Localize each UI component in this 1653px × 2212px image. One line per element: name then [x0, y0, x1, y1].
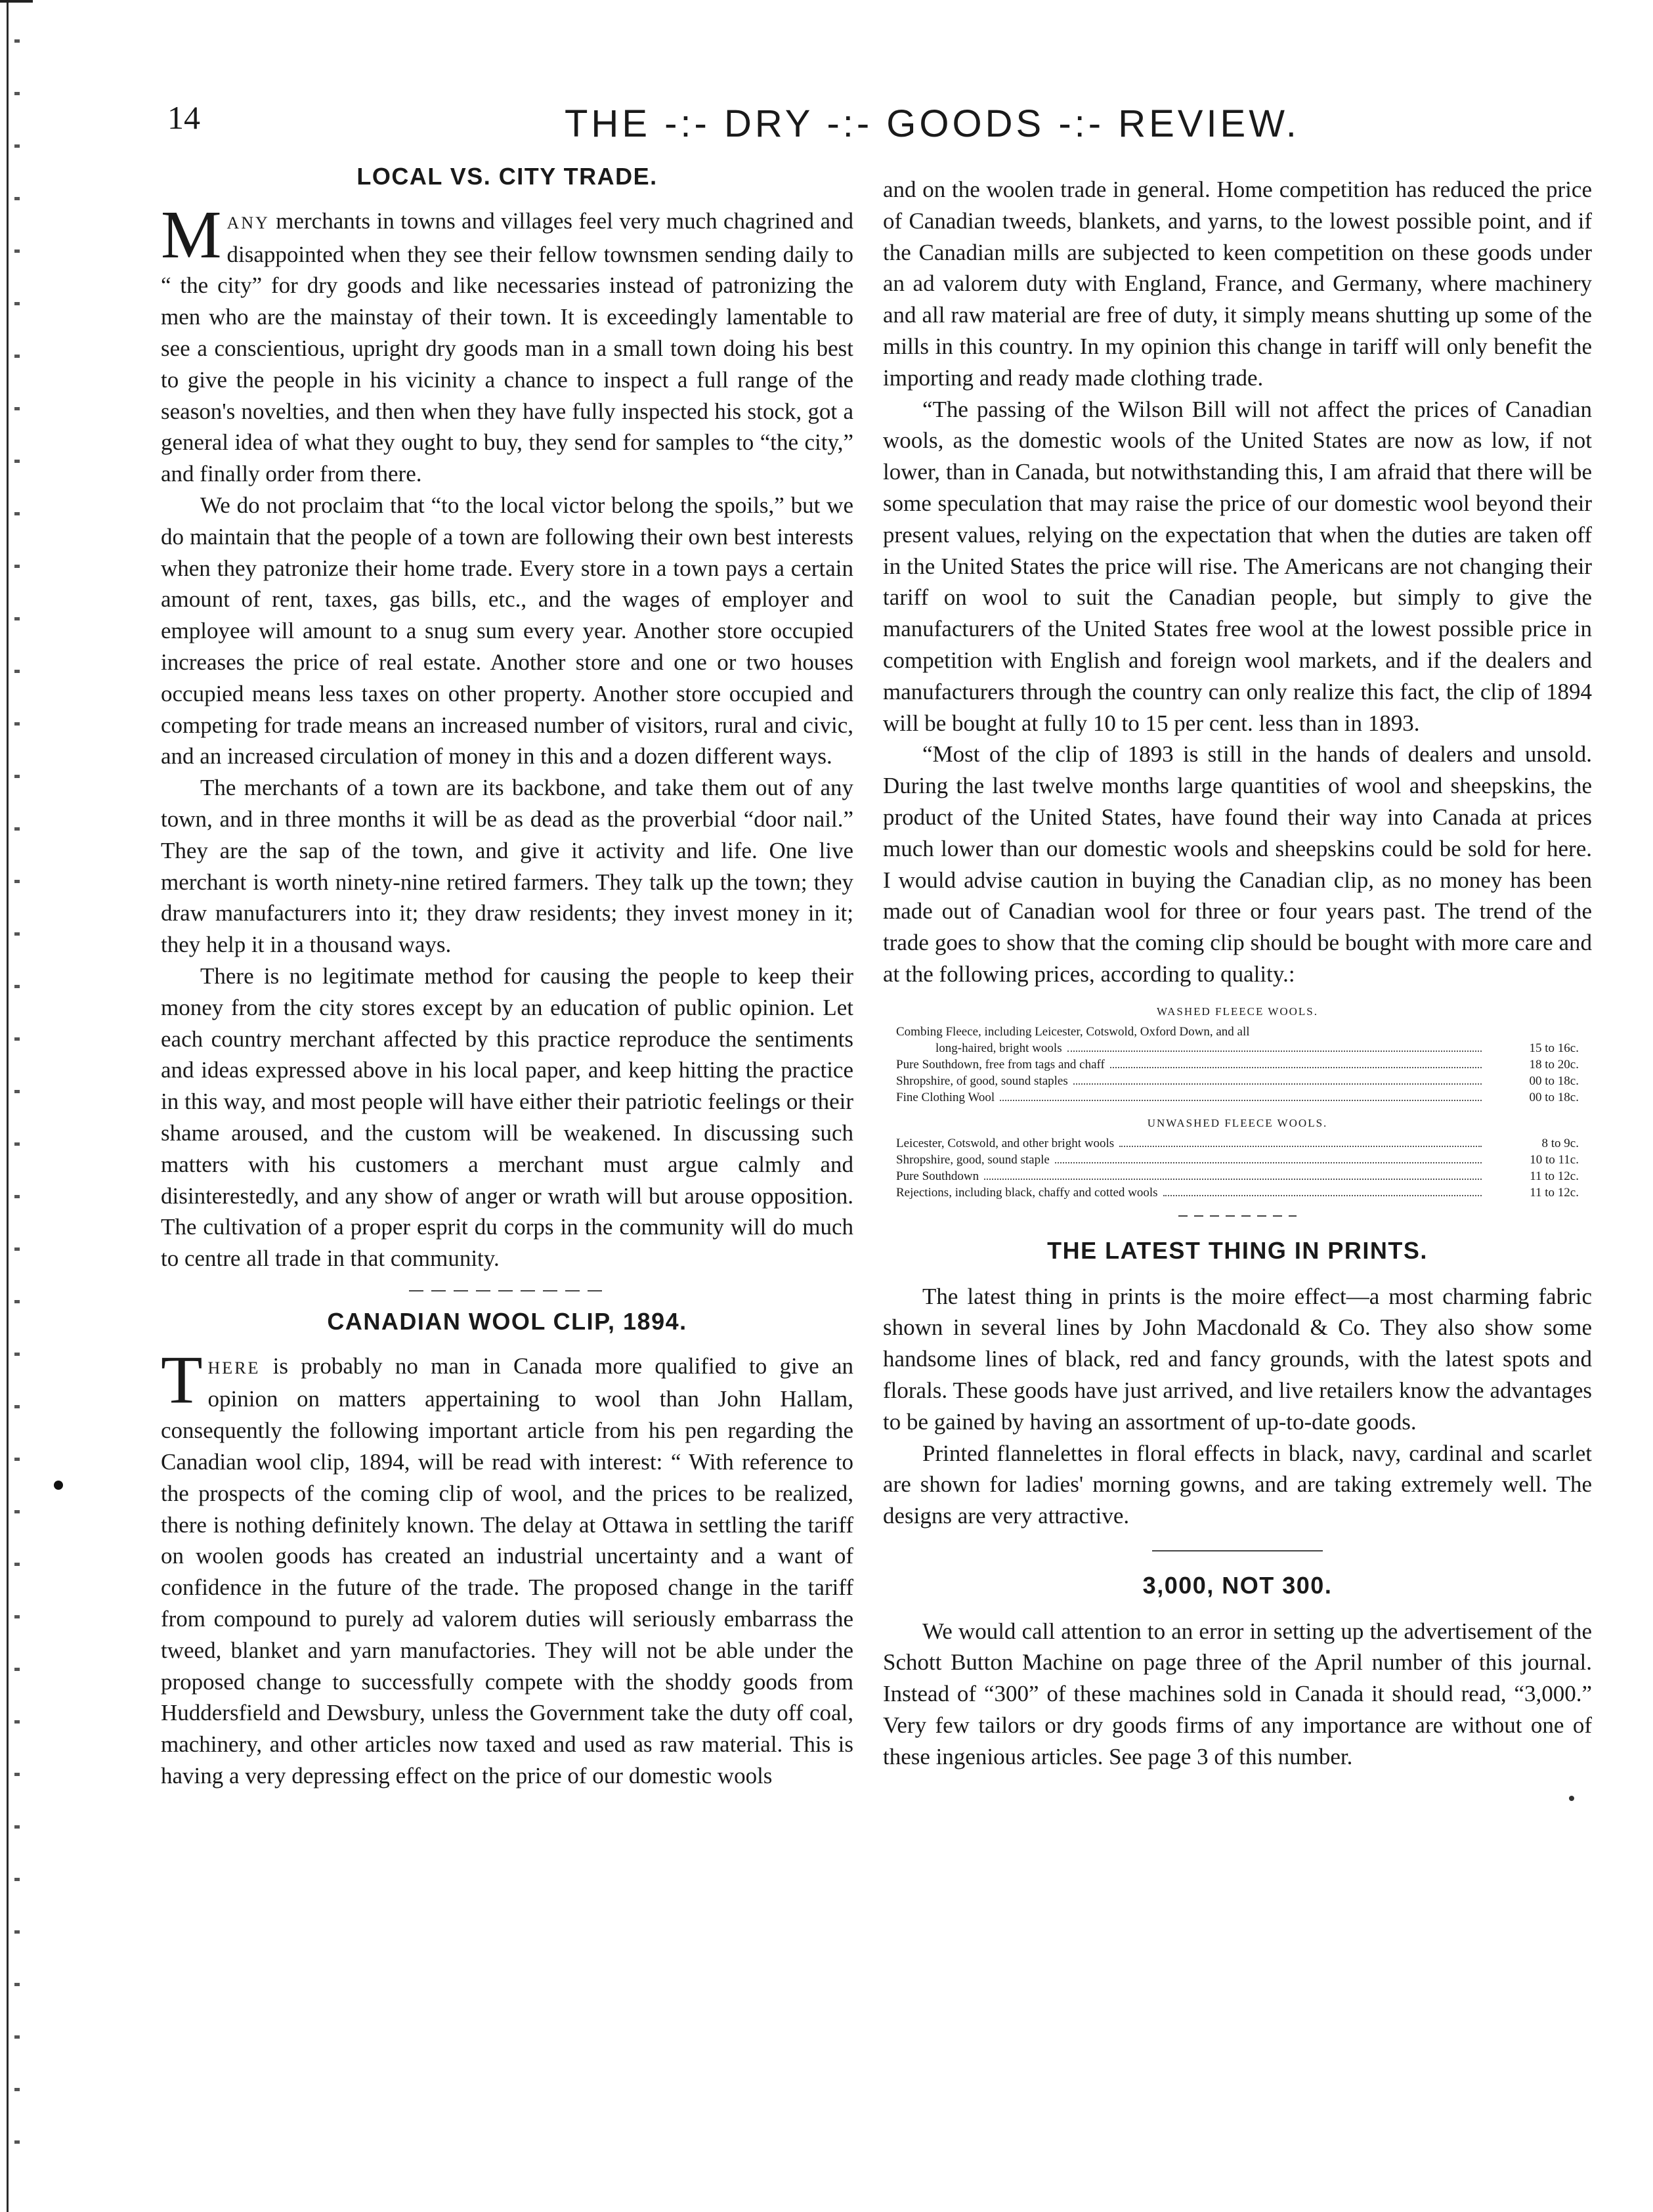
local-trade-heading: LOCAL VS. CITY TRADE.: [356, 163, 658, 190]
price-value: 00 to 18c.: [1529, 1090, 1579, 1104]
page-edge-marks: [14, 39, 20, 2180]
local-trade-paragraph-1: [161, 196, 853, 490]
local-trade-paragraph-4: There is no legitimate method for causing the people to keep their money from the city stores except by an education of public opinion. Let each country merchant affected by this practice reproduce the sentiments and ideas expressed above in his local paper, and keep hitting the practice in this way, and most people will have either their patriotic feelings or their shame aroused, and the custom will be weakened. In discussing such matters with his customers a merchant must argue calmly and disinterestedly, and any show of anger or wrath will but arouse opposition. The cultivation of a proper esprit du corps in the community will do much to centre all trade in that community.: [161, 963, 853, 1272]
wool-price-table: [896, 1003, 1579, 1201]
page-edge-line: [7, 0, 9, 2212]
correction-paragraph: We would call attention to an error in setting up the advertisement of the Schott Button Machine on page three of the April number of this journal. Instead of “300” of these machines sold in Canada it should read, “3,000.” Very few tailors or dry goods firms of any importance are without one of these ingenious articles. See page 3 of this number.: [883, 1618, 1592, 1769]
price-row: [896, 1073, 1579, 1089]
local-trade-paragraph-2: We do not proclaim that “to the local victor belong the spoils,” but we do maintain that the people of a town are following their own best interests when they patronize their home trade. Every store in a town pays a certain amount of rent, taxes, gas bills, etc., and the wages of employer and employee will amount to a snug sum every year. Another store occupied increases the price of real estate. Another store and one or two houses occupied means less taxes on other property. Another store occupied and competing for trade means an increased number of visitors, rural and civic, and an increased circulation of money in this and a dozen different ways.: [161, 492, 853, 770]
dropcap-m: M: [161, 196, 222, 272]
unwashed-wools-heading: UNWASHED FLEECE WOOLS.: [1147, 1116, 1328, 1129]
wool-clip-paragraph-1-text: is probably no man in Canada more qualified to give an opinion on matters appertaining to wool than John Hallam, consequently the following important article from his pen regarding the Canadian wool clip, 1894, will be read with interest: “ With reference to the prospects of the coming clip of wool, and the prices to be realized, there is nothing definitely known. The delay at Ottawa in settling the tariff on woolen goods has created an industrial uncertainty and a want of confidence in the future of the trade. The proposed change in the tariff from compound to purely ad valorem duties will seriously embarrass the tweed, blanket and yarn manufactories. They will not be able under the proposed change to successfully compete with the shoddy goods from Huddersfield and Dewsbury, unless the Government take the duty off coal, machinery, and other articles now taxed and used as raw material. This is having a very depressing effect on the price of our domestic wools: [161, 1353, 853, 1789]
margin-dot: [54, 1481, 63, 1490]
price-row: [896, 1135, 1579, 1152]
price-label: Rejections, including black, chaffy and cotted wools: [896, 1185, 1158, 1200]
leader-dots: [1067, 1051, 1482, 1052]
wool-clip-paragraph-2: “The passing of the Wilson Bill will not affect the prices of Canadian wools, as the domestic wools of the United States are now as low, if not lower, than in Canada, but notwithstanding this, I am afraid that there will be some speculation that may raise the price of our domestic wool beyond their present values, relying on the expectation that when the duties are taken off in the United States the price will rise. The Americans are not changing their tariff on wool to suit the Canadian people, but simply to give the manufacturers of the United States free wool at the lowest possible price in competition with English and foreign wool markets, and if the dealers and manufacturers through the country can only realize this fact, the clip of 1894 will be bought at fully 10 to 15 per cent. less than in 1893.: [883, 396, 1592, 736]
price-label: Pure Southdown: [896, 1169, 979, 1183]
leader-dots: [984, 1179, 1482, 1180]
leader-dots: [1055, 1162, 1482, 1163]
price-row: [896, 1040, 1579, 1056]
price-value: 11 to 12c.: [1530, 1169, 1579, 1183]
section-separator: [1152, 1550, 1323, 1551]
wool-clip-paragraph-1-continued: and on the woolen trade in general. Home competition has reduced the price of Canadian tweeds, blankets, and yarns, to the lowest possible point, and if the Canadian mills are subjected to keen competition on these goods under an ad valorem duty with England, France, and Germany, where machinery and all raw material are free of duty, it simply means shutting up some of the mills in this country. In my opinion this change in tariff will only benefit the importing and ready made clothing trade.: [883, 177, 1592, 391]
page-edge-corner: [0, 0, 33, 3]
smallcaps-lead: ANY: [226, 213, 270, 232]
price-row: [896, 1168, 1579, 1184]
leader-dots: [1119, 1146, 1482, 1147]
price-row: [896, 1056, 1579, 1073]
price-label: Leicester, Cotswold, and other bright wools: [896, 1136, 1115, 1150]
page-number: 14: [167, 99, 200, 136]
masthead-title: THE -:- DRY -:- GOODS -:- REVIEW.: [565, 102, 1300, 145]
price-label: Combing Fleece, including Leicester, Cotswold, Oxford Down, and all: [896, 1024, 1250, 1039]
price-value: 10 to 11c.: [1530, 1152, 1579, 1167]
price-label: Fine Clothing Wool: [896, 1090, 995, 1104]
wool-clip-paragraph-1: [161, 1341, 853, 1792]
smallcaps-lead: HERE: [207, 1358, 261, 1377]
price-label: long-haired, bright wools: [935, 1041, 1062, 1055]
price-value: 15 to 16c.: [1529, 1041, 1579, 1055]
washed-wools-heading: WASHED FLEECE WOOLS.: [1156, 1005, 1319, 1018]
leader-dots: [1073, 1083, 1482, 1085]
leader-dots: [1000, 1100, 1482, 1101]
wool-clip-paragraph-3: “Most of the clip of 1893 is still in the hands of dealers and unsold. During the last twelve months large quantities of wool and sheepskins, the product of the United States, have found their way into Canada at prices much lower than our domestic wools and sheepskins could be sold for here. I would advise caution in buying the Canadian clip, as no money has been made out of Canadian wool for three or four years past. The trend of the trade goes to show that the coming clip should be bought with more care and at the following prices, according to quality.:: [883, 741, 1592, 987]
price-value: 8 to 9c.: [1541, 1136, 1579, 1150]
price-label: Shropshire, of good, sound staples: [896, 1073, 1068, 1088]
correction-heading: 3,000, NOT 300.: [1142, 1571, 1333, 1599]
prints-paragraph-1: The latest thing in prints is the moire effect—a most charming fabric shown in several lines by John Macdonald & Co. They also show some handsome lines of black, red and fancy grounds, with the latest spots and florals. These goods have just arrived, and live retailers know the advantages to be gained by having an assortment of up-to-date goods.: [883, 1283, 1592, 1435]
price-row: [896, 1089, 1579, 1106]
local-trade-paragraph-1-text: merchants in towns and villages feel very much chagrined and disappointed when they see their fellow townsmen sending daily to “ the city” for dry goods and like necessaries instead of patronizing the men who are the mainstay of their town. It is exceedingly lamentable to see a conscientious, upright dry goods man in a small town doing his best to give the people in his vicinity a chance to inspect a full range of the season's novelties, and then when they have fully inspected his stock, got a general idea of what they ought to buy, they send for samples to “the city,” and finally order from there.: [161, 207, 853, 487]
price-row: [896, 1152, 1579, 1168]
local-trade-paragraph-3: The merchants of a town are its backbone, and take them out of any town, and in three months it will be as dead as the proverbial “door nail.” They are the sap of the town, and give it activity and life. One live merchant is worth ninety-nine retired farmers. They talk up the town; they draw manufacturers into it; they draw residents; they invest money in it; they help it in a thousand ways.: [161, 775, 853, 958]
price-value: 11 to 12c.: [1530, 1185, 1579, 1200]
prints-heading: THE LATEST THING IN PRINTS.: [1047, 1236, 1428, 1264]
dropcap-t: T: [161, 1341, 203, 1418]
section-separator: [1178, 1215, 1297, 1217]
margin-dot-right: [1569, 1796, 1574, 1801]
left-column: [161, 161, 853, 1792]
price-value: 00 to 18c.: [1529, 1073, 1579, 1088]
leader-dots: [1163, 1195, 1482, 1196]
price-value: 18 to 20c.: [1529, 1057, 1579, 1072]
wool-clip-heading: CANADIAN WOOL CLIP, 1894.: [327, 1307, 687, 1335]
price-row: [896, 1024, 1579, 1040]
right-column: [883, 174, 1592, 1773]
section-separator: [409, 1290, 606, 1291]
leader-dots: [1110, 1067, 1482, 1068]
price-row: [896, 1184, 1579, 1201]
prints-paragraph-2: Printed flannelettes in floral effects in black, navy, cardinal and scarlet are shown for ladies' morning gowns, and are taking extremely well. The designs are very attractive.: [883, 1440, 1592, 1529]
price-label: Shropshire, good, sound staple: [896, 1152, 1050, 1167]
price-label: Pure Southdown, free from tags and chaff: [896, 1057, 1105, 1072]
